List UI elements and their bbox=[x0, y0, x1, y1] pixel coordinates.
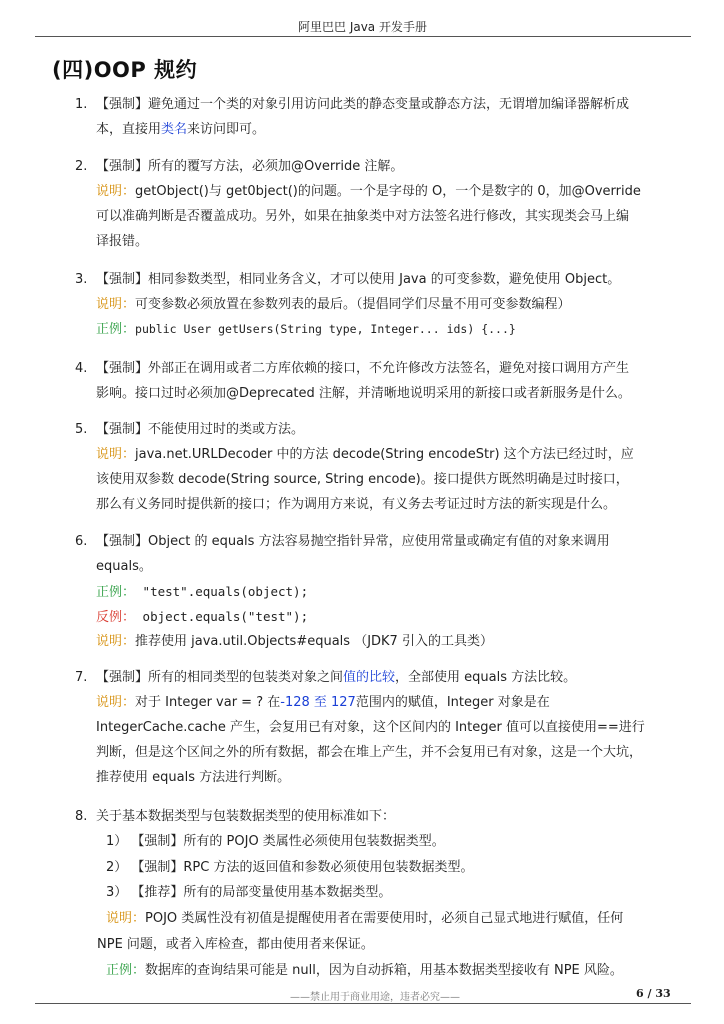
list-item: 1） 【强制】所有的 POJO 类属性必须使用包装数据类型。 bbox=[106, 834, 445, 849]
rule-8 bbox=[75, 804, 691, 829]
example-code: public User getUsers(String type, Integer... ids) {...} bbox=[135, 322, 516, 336]
rule-number: 8. bbox=[75, 809, 88, 824]
note-text: java.net.URLDecoder 中的方法 decode(String encodeStr) 这个方法已经过时，应 bbox=[135, 447, 634, 462]
note-text: 对于 Integer var = ? 在 bbox=[135, 695, 281, 710]
footer-rule bbox=[35, 1003, 691, 1004]
rule-text: 影响。接口过时必须加@Deprecated 注解，并清晰地说明采用的新接口或者新服务是什么。 bbox=[96, 386, 631, 401]
rule-text: 【强制】所有的相同类型的包装类对象之间 bbox=[96, 670, 344, 685]
rule-number: 7. bbox=[75, 670, 88, 685]
note-line bbox=[106, 906, 623, 931]
rule-4 bbox=[75, 356, 691, 406]
page-header: 阿里巴巴 Java 开发手册 bbox=[298, 20, 427, 34]
note-text: 判断，但是这个区间之外的所有数据，都会在堆上产生，并不会复用已有对象，这是一个大坑， bbox=[96, 745, 643, 760]
rule-text: 【强制】相同参数类型，相同业务含义，才可以使用 Java 的可变参数，避免使用 Object。 bbox=[96, 272, 621, 287]
rule-text: 本，直接用 bbox=[96, 122, 162, 137]
note-label: 说明： bbox=[96, 695, 136, 710]
rule-text: 【强制】避免通过一个类的对象引用访问此类的静态变量或静态方法，无谓增加编译器解析成 bbox=[96, 97, 630, 112]
note-label: 说明： bbox=[96, 297, 136, 312]
rule-number: 3. bbox=[75, 272, 88, 287]
page-number: 6 / 33 bbox=[636, 987, 671, 1000]
note-text: 可变参数必须放置在参数列表的最后。（提倡同学们尽量不用可变参数编程） bbox=[135, 297, 571, 312]
note-text: IntegerCache.cache 产生，会复用已有对象，这个区间内的 Integer 值可以直接使用==进行 bbox=[96, 720, 645, 735]
highlight-text: -128 至 127 bbox=[280, 695, 356, 710]
note-text: 范围内的赋值，Integer 对象是在 bbox=[355, 695, 550, 710]
list-item: 3） 【推荐】所有的局部变量使用基本数据类型。 bbox=[106, 885, 392, 900]
note-text: 该使用双参数 decode(String source, String encode)。接口提供方既然明确是过时接口， bbox=[96, 472, 629, 487]
note-text: 推荐使用 java.util.Objects#equals （JDK7 引入的工具类） bbox=[135, 634, 493, 649]
rule-number: 4. bbox=[75, 361, 88, 376]
rule-7 bbox=[75, 665, 691, 790]
rule-text: equals。 bbox=[96, 559, 152, 574]
note-text: NPE 问题，或者入库检查，都由使用者来保证。 bbox=[97, 937, 374, 952]
example-text: 数据库的查询结果可能是 null，因为自动拆箱，用基本数据类型接收有 NPE 风险。 bbox=[145, 963, 623, 978]
note-label: 说明： bbox=[96, 447, 136, 462]
example-label: 正例： bbox=[106, 963, 146, 978]
section-title: (四)OOP 规约 bbox=[52, 58, 198, 82]
rule-2 bbox=[75, 154, 691, 254]
rule-5 bbox=[75, 417, 691, 517]
rule-number: 2. bbox=[75, 159, 88, 174]
note-text: 译报错。 bbox=[96, 234, 149, 249]
rule-text: 【强制】所有的覆写方法，必须加@Override 注解。 bbox=[96, 159, 404, 174]
list-item: 2） 【强制】RPC 方法的返回值和参数必须使用包装数据类型。 bbox=[106, 860, 474, 875]
note-text: getObject()与 get0bject()的问题。一个是字母的 O，一个是数字的 0，加@Override bbox=[135, 184, 641, 199]
note-text: 推荐使用 equals 方法进行判断。 bbox=[96, 770, 291, 785]
example-line bbox=[106, 958, 623, 983]
example-code: "test".equals(object); bbox=[135, 584, 309, 599]
example-label: 正例： bbox=[96, 585, 136, 600]
note-label: 说明： bbox=[96, 184, 136, 199]
note-label: 说明： bbox=[106, 911, 146, 926]
rule-1 bbox=[75, 92, 691, 142]
note-text: 可以准确判断是否覆盖成功。另外，如果在抽象类中对方法签名进行修改，其实现类会马上编 bbox=[96, 209, 630, 224]
rule-text: 【强制】外部正在调用或者二方库依赖的接口，不允许修改方法签名，避免对接口调用方产生 bbox=[96, 361, 630, 376]
example-label: 正例： bbox=[96, 322, 136, 337]
note-label: 说明： bbox=[96, 634, 136, 649]
note-text: 那么有义务同时提供新的接口；作为调用方来说，有义务去考证过时方法的新实现是什么。 bbox=[96, 497, 617, 512]
counter-example-label: 反例： bbox=[96, 610, 136, 625]
counter-example-code: object.equals("test"); bbox=[135, 609, 309, 624]
rule-6 bbox=[75, 529, 691, 654]
footer-text: ——禁止用于商业用途，违者必究—— bbox=[290, 992, 460, 1003]
highlight-text: 值的比较 bbox=[343, 670, 396, 685]
header-rule bbox=[35, 36, 691, 37]
rule-text: 来访问即可。 bbox=[187, 122, 266, 137]
rule-text: 【强制】不能使用过时的类或方法。 bbox=[96, 422, 305, 437]
rule-text: 【强制】Object 的 equals 方法容易抛空指针异常，应使用常量或确定有值的对象来调用 bbox=[96, 534, 610, 549]
rule-text: ，全部使用 equals 方法比较。 bbox=[395, 670, 577, 685]
rule-number: 5. bbox=[75, 422, 88, 437]
note-text: POJO 类属性没有初值是提醒使用者在需要使用时，必须自己显式地进行赋值，任何 bbox=[145, 911, 624, 926]
rule-3 bbox=[75, 267, 691, 342]
rule-number: 1. bbox=[75, 97, 88, 112]
rule-number: 6. bbox=[75, 534, 88, 549]
highlight-text: 类名 bbox=[161, 122, 188, 137]
rule-text: 关于基本数据类型与包装数据类型的使用标准如下： bbox=[96, 809, 396, 824]
